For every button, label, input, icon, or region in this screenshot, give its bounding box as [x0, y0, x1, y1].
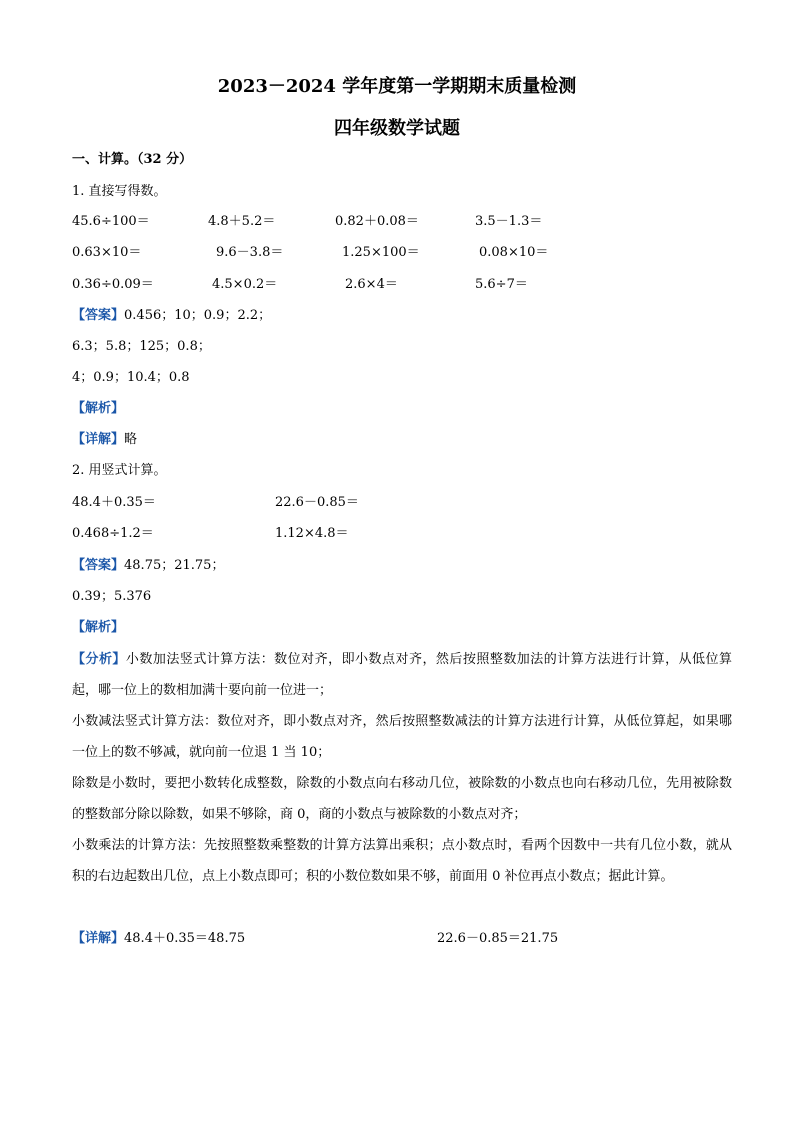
q1-detail [72, 430, 137, 450]
q1-item: 0.08×10＝ [479, 245, 549, 260]
q1-item: 1.25×100＝ [342, 245, 420, 260]
q1-answer-line: 6.3；5.8；125；0.8； [72, 339, 211, 354]
q2-analysis-paragraph: 除数是小数时，要把小数转化成整数，除数的小数点向右移动几位，被除数的小数点也向右移动几位，先用被除数的整数部分除以除数，如果不够除，商 0，商的小数点与被除数的小数点对齐； [72, 776, 732, 822]
q1-answer [72, 306, 271, 326]
q2-analysis-tag: 【解析】 [72, 620, 125, 635]
q1-item: 45.6÷100＝ [72, 214, 150, 229]
q1-item: 0.82＋0.08＝ [335, 214, 419, 229]
q1-item: 0.36÷0.09＝ [72, 277, 154, 292]
detail-tag: 【详解】 [72, 432, 125, 447]
answer-text: 48.75；21.75； [124, 558, 225, 573]
answer-tag: 【答案】 [72, 558, 125, 573]
document-title: 2023－2024 学年度第一学期期末质量检测 [217, 76, 577, 97]
q1-item: 5.6÷7＝ [475, 277, 528, 292]
fenxi-text: 小数加法竖式计算方法：数位对齐，即小数点对齐，然后按照整数加法的计算方法进行计算，从低位算起，哪一位上的数相加满十要向前一位进一； [72, 652, 732, 698]
q2-analysis-paragraph [72, 644, 732, 706]
fenxi-tag: 【分析】 [72, 652, 126, 667]
detail-left: 48.4＋0.35＝48.75 [124, 931, 246, 946]
q2-item: 22.6－0.85＝ [275, 495, 359, 510]
q1-answer-line: 4；0.9；10.4；0.8 [72, 370, 190, 385]
q1-item: 4.8＋5.2＝ [208, 214, 276, 229]
q2-item: 1.12×4.8＝ [275, 526, 349, 541]
q2-item: 0.468÷1.2＝ [72, 526, 154, 541]
q1-item: 2.6×4＝ [345, 277, 398, 292]
detail-right: 22.6－0.85＝21.75 [437, 931, 559, 946]
question-1-prompt: 1. 直接写得数。 [72, 184, 167, 199]
q2-answer-line: 0.39；5.376 [72, 589, 152, 604]
q2-analysis-paragraph: 小数减法竖式计算方法：数位对齐，即小数点对齐，然后按照整数减法的计算方法进行计算，从低位算起，如果哪一位上的数不够减，就向前一位退 1 当 10； [72, 714, 732, 760]
q2-analysis-paragraph: 小数乘法的计算方法：先按照整数乘整数的计算方法算出乘积；点小数点时，看两个因数中一共有几位小数，就从积的右边起数出几位，点上小数点即可；积的小数位数如果不够，前面用 0 补位再点小数点；据此计算。 [72, 838, 732, 884]
q2-item: 48.4＋0.35＝ [72, 495, 156, 510]
q1-item: 3.5－1.3＝ [475, 214, 543, 229]
answer-text: 0.456；10；0.9；2.2； [124, 308, 272, 323]
document-subtitle: 四年级数学试题 [334, 118, 460, 139]
q2-answer [72, 556, 224, 576]
q2-detail [72, 929, 245, 949]
q1-item: 4.5×0.2＝ [212, 277, 278, 292]
q1-analysis-tag: 【解析】 [72, 401, 125, 416]
answer-tag: 【答案】 [72, 308, 125, 323]
q1-item: 0.63×10＝ [72, 245, 142, 260]
detail-text: 略 [124, 432, 138, 447]
detail-tag: 【详解】 [72, 931, 125, 946]
q1-item: 9.6－3.8＝ [216, 245, 284, 260]
section-heading: 一、计算。（32 分） [72, 152, 193, 167]
question-2-prompt: 2. 用竖式计算。 [72, 463, 167, 478]
